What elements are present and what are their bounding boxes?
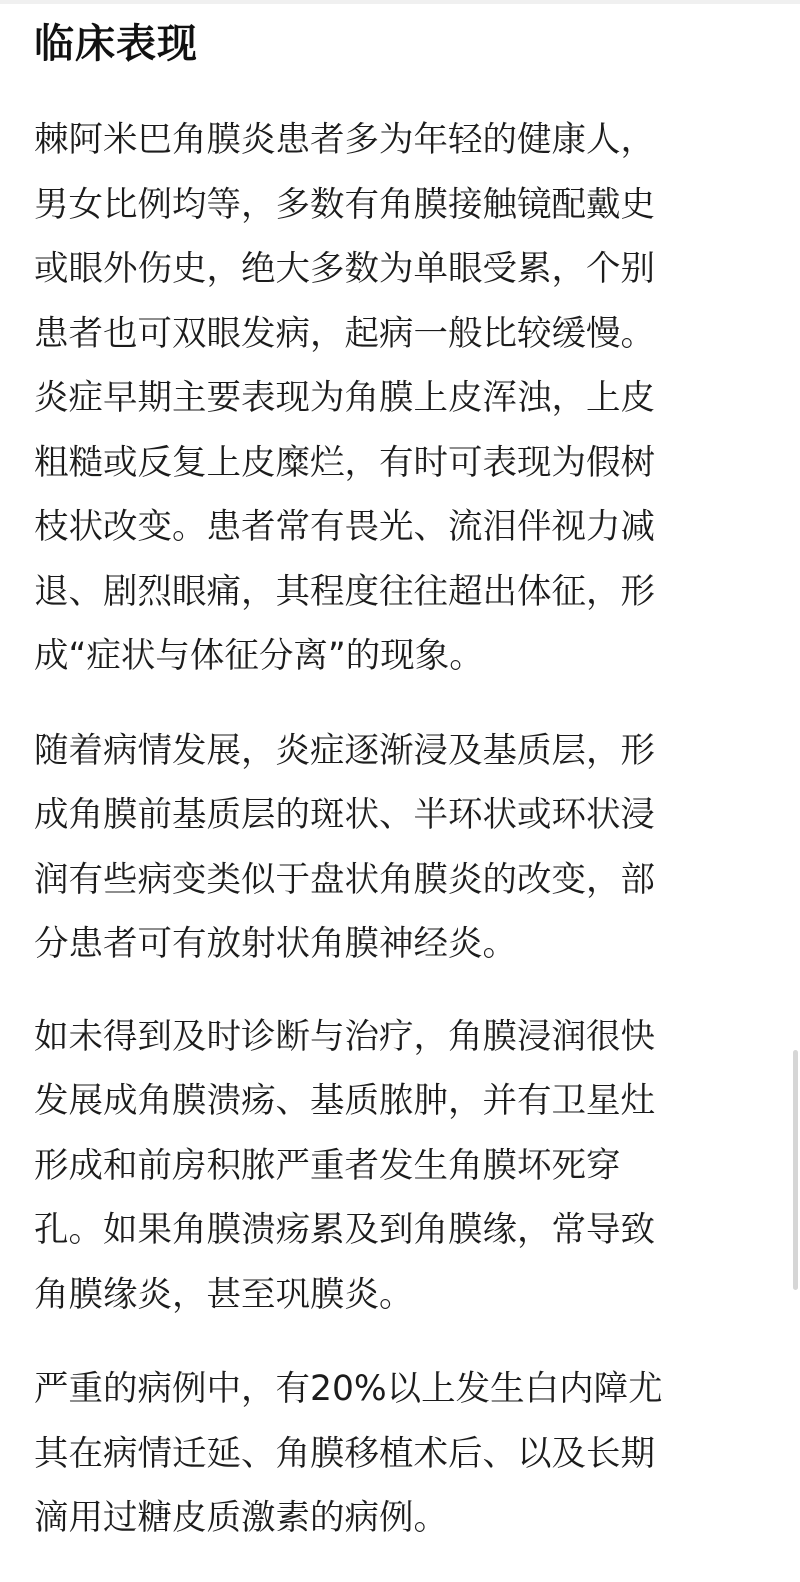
text-line: 或眼外伤史，绝大多数为单眼受累，个别	[34, 249, 655, 289]
paragraph	[34, 719, 754, 977]
text-line: 分患者可有放射状角膜神经炎。	[34, 924, 517, 964]
paragraph	[34, 108, 754, 689]
text-line: 男女比例均等，多数有角膜接触镜配戴史	[34, 184, 655, 225]
text-line: 角膜缘炎，甚至巩膜炎。	[34, 1274, 414, 1315]
text-line: 成“症状与体征分离”的现象。	[34, 636, 484, 676]
text-line: 退、剧烈眼痛，其程度往往超出体征，形	[34, 571, 655, 612]
text-line: 棘阿米巴角膜炎患者多为年轻的健康人，	[34, 120, 655, 160]
text-line: 炎症早期主要表现为角膜上皮浑浊，上皮	[34, 378, 655, 418]
text-line: 枝状改变。患者常有畏光、流泪伴视力减	[34, 507, 655, 547]
text-line: 粗糙或反复上皮糜烂，有时可表现为假树	[34, 442, 655, 483]
text-line: 患者也可双眼发病，起病一般比较缓慢。	[34, 313, 655, 354]
text-line: 孔。如果角膜溃疡累及到角膜缘，常导致	[34, 1210, 655, 1250]
text-line: 滴用过糖皮质激素的病例。	[34, 1498, 448, 1538]
text-line: 发展成角膜溃疡、基质脓肿，并有卫星灶	[34, 1081, 655, 1121]
text-line: 严重的病例中，有20%以上发生白内障尤	[34, 1369, 663, 1409]
text-line: 随着病情发展，炎症逐渐浸及基质层，形	[34, 730, 655, 771]
paragraph	[34, 1357, 754, 1551]
text-line: 形成和前房积脓严重者发生角膜坏死穿	[34, 1145, 621, 1186]
scrollbar-thumb[interactable]	[793, 1050, 798, 1290]
section-title: 临床表现	[34, 21, 198, 67]
paragraph	[34, 1005, 754, 1328]
top-divider	[0, 0, 800, 4]
text-line: 其在病情迁延、角膜移植术后、以及长期	[34, 1433, 655, 1474]
text-line: 成角膜前基质层的斑状、半环状或环状浸	[34, 795, 655, 835]
article	[34, 10, 754, 1551]
text-line: 润有些病变类似于盘状角膜炎的改变，部	[34, 859, 655, 900]
text-line: 如未得到及时诊断与治疗，角膜浸润很快	[34, 1016, 655, 1057]
